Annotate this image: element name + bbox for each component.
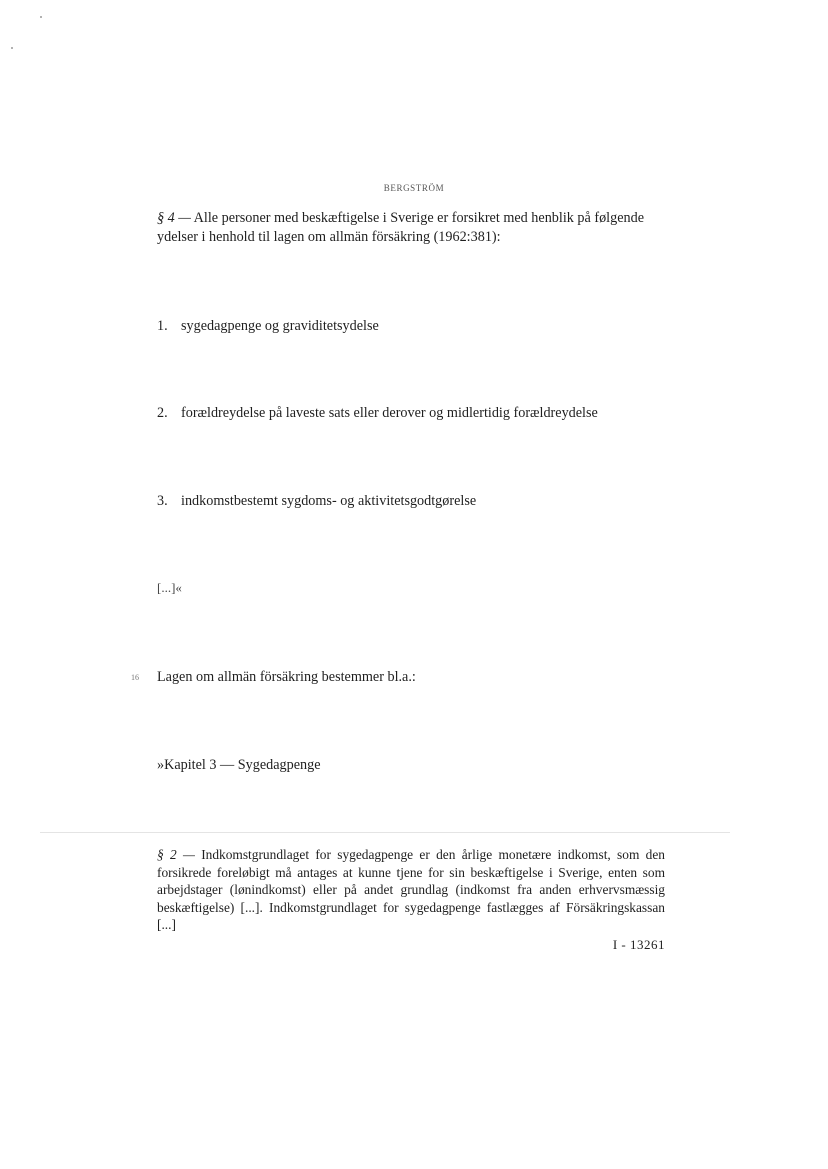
chapter-heading: »Kapitel 3 — Sygedagpenge bbox=[157, 757, 321, 773]
section-text: Alle personer med beskæftigelse i Sverige er forsikret med henblik på følgende ydelser i henhold til lagen om allmän försäkring (1962:381): bbox=[157, 210, 644, 245]
running-header: BERGSTRÖM bbox=[383, 183, 445, 193]
paragraph-number: 16 bbox=[131, 673, 139, 682]
ellipsis-quote: [...]« bbox=[157, 580, 182, 595]
list-item bbox=[157, 317, 379, 336]
list-item-number: 2. bbox=[157, 405, 168, 421]
list-item-number: 3. bbox=[157, 493, 168, 509]
section-marker: § 4 — bbox=[157, 210, 191, 226]
list-item bbox=[157, 404, 598, 423]
footnote-section-2 bbox=[157, 846, 665, 934]
footnote-text: Indkomstgrundlaget for sygedagpenge er den årlige monetære indkomst, som den forsikrede foreløbigt må antages at kunne tjene for sin beskæftigelse i Sverige, enten som arbejdstager (lønindkomst) eller på andet grundlag (indkomst fra anden erhvervsmæssig beskæftigelse) [...]. Indkomstgrundlaget for sygedagpenge fastlægges af Försäkringskassan [...] bbox=[157, 847, 665, 932]
footnote-divider bbox=[40, 832, 730, 833]
list-item-text: forældreydelse på laveste sats eller derover og midlertidig forældreydelse bbox=[181, 405, 598, 421]
list-item-number: 1. bbox=[157, 318, 168, 334]
scan-speck bbox=[11, 47, 13, 49]
list-item-text: indkomstbestemt sygdoms- og aktivitetsgodtgørelse bbox=[181, 493, 477, 509]
list-item-text: sygedagpenge og graviditetsydelse bbox=[181, 318, 379, 334]
case-number: I - 13261 bbox=[612, 937, 665, 952]
section-4-paragraph bbox=[157, 209, 677, 247]
paragraph-16-text: Lagen om allmän försäkring bestemmer bl.a.: bbox=[157, 669, 416, 685]
scan-speck bbox=[40, 16, 42, 18]
footnote-marker: § 2 — bbox=[157, 847, 195, 862]
list-item bbox=[157, 492, 476, 511]
